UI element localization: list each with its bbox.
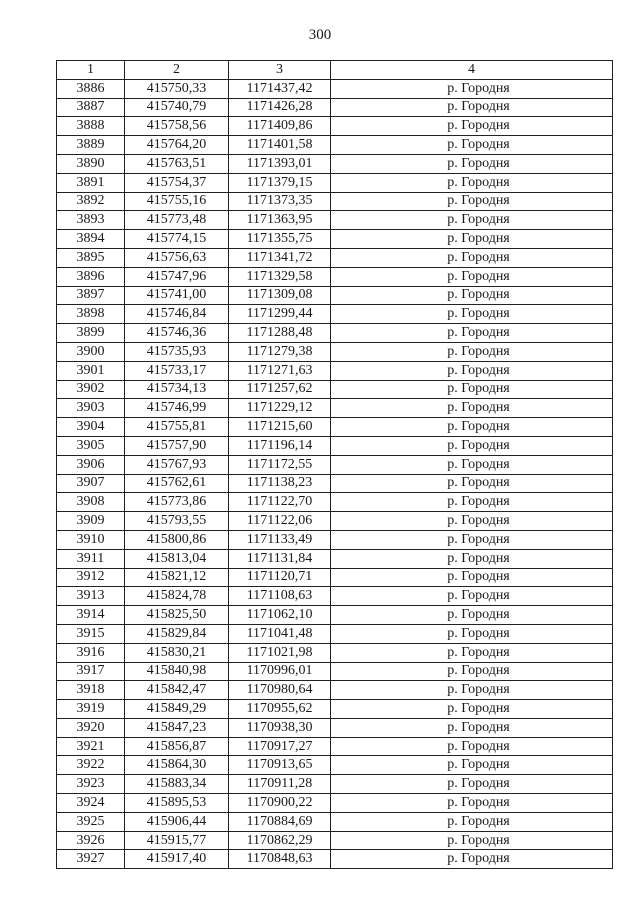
x-coordinate-cell: 415864,30 [125, 756, 229, 775]
table-row [57, 700, 613, 719]
x-coordinate-cell: 415734,13 [125, 380, 229, 399]
x-coordinate-cell: 415750,33 [125, 79, 229, 98]
y-coordinate-cell: 1171299,44 [229, 305, 331, 324]
x-coordinate-cell: 415754,37 [125, 173, 229, 192]
x-coordinate-cell: 415757,90 [125, 436, 229, 455]
table-row [57, 324, 613, 343]
y-coordinate-cell: 1171355,75 [229, 230, 331, 249]
y-coordinate-cell: 1171021,98 [229, 643, 331, 662]
location-cell: р. Городня [331, 324, 613, 343]
table-row [57, 775, 613, 794]
location-cell: р. Городня [331, 549, 613, 568]
x-coordinate-cell: 415733,17 [125, 361, 229, 380]
point-number-cell: 3915 [57, 624, 125, 643]
location-cell: р. Городня [331, 643, 613, 662]
x-coordinate-cell: 415842,47 [125, 681, 229, 700]
table-row [57, 267, 613, 286]
point-number-cell: 3907 [57, 474, 125, 493]
point-number-cell: 3919 [57, 700, 125, 719]
point-number-cell: 3920 [57, 718, 125, 737]
x-coordinate-cell: 415773,48 [125, 211, 229, 230]
y-coordinate-cell: 1170862,29 [229, 831, 331, 850]
point-number-cell: 3894 [57, 230, 125, 249]
y-coordinate-cell: 1171229,12 [229, 399, 331, 418]
point-number-cell: 3892 [57, 192, 125, 211]
table-row [57, 399, 613, 418]
table-row [57, 737, 613, 756]
y-coordinate-cell: 1171257,62 [229, 380, 331, 399]
point-number-cell: 3926 [57, 831, 125, 850]
x-coordinate-cell: 415755,81 [125, 418, 229, 437]
point-number-cell: 3887 [57, 98, 125, 117]
y-coordinate-cell: 1171437,42 [229, 79, 331, 98]
table-row [57, 662, 613, 681]
x-coordinate-cell: 415747,96 [125, 267, 229, 286]
location-cell: р. Городня [331, 230, 613, 249]
y-coordinate-cell: 1170884,69 [229, 812, 331, 831]
x-coordinate-cell: 415906,44 [125, 812, 229, 831]
table-row [57, 850, 613, 869]
y-coordinate-cell: 1170911,28 [229, 775, 331, 794]
x-coordinate-cell: 415773,86 [125, 493, 229, 512]
table-body [57, 79, 613, 868]
point-number-cell: 3895 [57, 248, 125, 267]
location-cell: р. Городня [331, 267, 613, 286]
x-coordinate-cell: 415883,34 [125, 775, 229, 794]
table-row [57, 812, 613, 831]
column-header-3: 3 [229, 61, 331, 80]
table-row [57, 794, 613, 813]
y-coordinate-cell: 1171062,10 [229, 606, 331, 625]
y-coordinate-cell: 1171271,63 [229, 361, 331, 380]
x-coordinate-cell: 415793,55 [125, 512, 229, 531]
table-row [57, 154, 613, 173]
point-number-cell: 3886 [57, 79, 125, 98]
table-row [57, 418, 613, 437]
y-coordinate-cell: 1171309,08 [229, 286, 331, 305]
table-row [57, 718, 613, 737]
table-header [57, 61, 613, 80]
x-coordinate-cell: 415825,50 [125, 606, 229, 625]
location-cell: р. Городня [331, 756, 613, 775]
y-coordinate-cell: 1171138,23 [229, 474, 331, 493]
location-cell: р. Городня [331, 117, 613, 136]
x-coordinate-cell: 415917,40 [125, 850, 229, 869]
point-number-cell: 3924 [57, 794, 125, 813]
table-row [57, 643, 613, 662]
location-cell: р. Городня [331, 286, 613, 305]
x-coordinate-cell: 415895,53 [125, 794, 229, 813]
point-number-cell: 3899 [57, 324, 125, 343]
location-cell: р. Городня [331, 493, 613, 512]
x-coordinate-cell: 415758,56 [125, 117, 229, 136]
location-cell: р. Городня [331, 718, 613, 737]
point-number-cell: 3906 [57, 455, 125, 474]
table-row [57, 455, 613, 474]
location-cell: р. Городня [331, 173, 613, 192]
y-coordinate-cell: 1170913,65 [229, 756, 331, 775]
x-coordinate-cell: 415756,63 [125, 248, 229, 267]
location-cell: р. Городня [331, 418, 613, 437]
location-cell: р. Городня [331, 587, 613, 606]
y-coordinate-cell: 1171133,49 [229, 530, 331, 549]
y-coordinate-cell: 1171041,48 [229, 624, 331, 643]
x-coordinate-cell: 415915,77 [125, 831, 229, 850]
point-number-cell: 3912 [57, 568, 125, 587]
x-coordinate-cell: 415830,21 [125, 643, 229, 662]
location-cell: р. Городня [331, 568, 613, 587]
table-row [57, 192, 613, 211]
x-coordinate-cell: 415847,23 [125, 718, 229, 737]
x-coordinate-cell: 415762,61 [125, 474, 229, 493]
point-number-cell: 3896 [57, 267, 125, 286]
table-row [57, 248, 613, 267]
location-cell: р. Городня [331, 79, 613, 98]
y-coordinate-cell: 1171401,58 [229, 136, 331, 155]
y-coordinate-cell: 1171122,06 [229, 512, 331, 531]
table-row [57, 436, 613, 455]
y-coordinate-cell: 1170996,01 [229, 662, 331, 681]
point-number-cell: 3902 [57, 380, 125, 399]
point-number-cell: 3927 [57, 850, 125, 869]
x-coordinate-cell: 415824,78 [125, 587, 229, 606]
table-row [57, 587, 613, 606]
location-cell: р. Городня [331, 455, 613, 474]
point-number-cell: 3903 [57, 399, 125, 418]
x-coordinate-cell: 415840,98 [125, 662, 229, 681]
location-cell: р. Городня [331, 606, 613, 625]
x-coordinate-cell: 415856,87 [125, 737, 229, 756]
location-cell: р. Городня [331, 154, 613, 173]
point-number-cell: 3922 [57, 756, 125, 775]
location-cell: р. Городня [331, 248, 613, 267]
table-row [57, 493, 613, 512]
y-coordinate-cell: 1170917,27 [229, 737, 331, 756]
location-cell: р. Городня [331, 681, 613, 700]
table-row [57, 98, 613, 117]
table-row [57, 79, 613, 98]
table-row [57, 474, 613, 493]
x-coordinate-cell: 415735,93 [125, 342, 229, 361]
table-row [57, 136, 613, 155]
y-coordinate-cell: 1171329,58 [229, 267, 331, 286]
table-row [57, 681, 613, 700]
location-cell: р. Городня [331, 512, 613, 531]
x-coordinate-cell: 415746,84 [125, 305, 229, 324]
point-number-cell: 3893 [57, 211, 125, 230]
location-cell: р. Городня [331, 775, 613, 794]
column-header-4: 4 [331, 61, 613, 80]
point-number-cell: 3913 [57, 587, 125, 606]
table-row [57, 342, 613, 361]
location-cell: р. Городня [331, 700, 613, 719]
table-row [57, 286, 613, 305]
x-coordinate-cell: 415755,16 [125, 192, 229, 211]
y-coordinate-cell: 1170938,30 [229, 718, 331, 737]
location-cell: р. Городня [331, 831, 613, 850]
point-number-cell: 3901 [57, 361, 125, 380]
point-number-cell: 3890 [57, 154, 125, 173]
point-number-cell: 3921 [57, 737, 125, 756]
table-row [57, 831, 613, 850]
x-coordinate-cell: 415763,51 [125, 154, 229, 173]
table-row [57, 512, 613, 531]
y-coordinate-cell: 1171172,55 [229, 455, 331, 474]
y-coordinate-cell: 1171393,01 [229, 154, 331, 173]
y-coordinate-cell: 1171379,15 [229, 173, 331, 192]
location-cell: р. Городня [331, 136, 613, 155]
x-coordinate-cell: 415746,99 [125, 399, 229, 418]
x-coordinate-cell: 415741,00 [125, 286, 229, 305]
y-coordinate-cell: 1171409,86 [229, 117, 331, 136]
x-coordinate-cell: 415800,86 [125, 530, 229, 549]
point-number-cell: 3925 [57, 812, 125, 831]
table-row [57, 606, 613, 625]
table-row [57, 117, 613, 136]
y-coordinate-cell: 1171288,48 [229, 324, 331, 343]
point-number-cell: 3923 [57, 775, 125, 794]
x-coordinate-cell: 415740,79 [125, 98, 229, 117]
location-cell: р. Городня [331, 624, 613, 643]
y-coordinate-cell: 1171279,38 [229, 342, 331, 361]
x-coordinate-cell: 415813,04 [125, 549, 229, 568]
table-row [57, 568, 613, 587]
y-coordinate-cell: 1171215,60 [229, 418, 331, 437]
point-number-cell: 3889 [57, 136, 125, 155]
point-number-cell: 3898 [57, 305, 125, 324]
page-number: 300 [308, 27, 332, 43]
location-cell: р. Городня [331, 399, 613, 418]
coordinates-table [56, 60, 613, 869]
table-row [57, 380, 613, 399]
point-number-cell: 3905 [57, 436, 125, 455]
table-row [57, 361, 613, 380]
y-coordinate-cell: 1170900,22 [229, 794, 331, 813]
location-cell: р. Городня [331, 211, 613, 230]
point-number-cell: 3908 [57, 493, 125, 512]
y-coordinate-cell: 1171108,63 [229, 587, 331, 606]
point-number-cell: 3891 [57, 173, 125, 192]
y-coordinate-cell: 1171131,84 [229, 549, 331, 568]
location-cell: р. Городня [331, 98, 613, 117]
y-coordinate-cell: 1170955,62 [229, 700, 331, 719]
y-coordinate-cell: 1171122,70 [229, 493, 331, 512]
location-cell: р. Городня [331, 474, 613, 493]
location-cell: р. Городня [331, 662, 613, 681]
table-row [57, 624, 613, 643]
location-cell: р. Городня [331, 812, 613, 831]
column-header-1: 1 [57, 61, 125, 80]
point-number-cell: 3910 [57, 530, 125, 549]
point-number-cell: 3897 [57, 286, 125, 305]
point-number-cell: 3900 [57, 342, 125, 361]
location-cell: р. Городня [331, 794, 613, 813]
point-number-cell: 3888 [57, 117, 125, 136]
point-number-cell: 3909 [57, 512, 125, 531]
point-number-cell: 3918 [57, 681, 125, 700]
point-number-cell: 3917 [57, 662, 125, 681]
location-cell: р. Городня [331, 361, 613, 380]
y-coordinate-cell: 1171373,35 [229, 192, 331, 211]
table-row [57, 305, 613, 324]
y-coordinate-cell: 1171426,28 [229, 98, 331, 117]
location-cell: р. Городня [331, 530, 613, 549]
table-row [57, 549, 613, 568]
location-cell: р. Городня [331, 305, 613, 324]
x-coordinate-cell: 415829,84 [125, 624, 229, 643]
location-cell: р. Городня [331, 192, 613, 211]
location-cell: р. Городня [331, 850, 613, 869]
x-coordinate-cell: 415774,15 [125, 230, 229, 249]
table-row [57, 230, 613, 249]
y-coordinate-cell: 1171363,95 [229, 211, 331, 230]
point-number-cell: 3916 [57, 643, 125, 662]
y-coordinate-cell: 1171341,72 [229, 248, 331, 267]
location-cell: р. Городня [331, 380, 613, 399]
table-row [57, 211, 613, 230]
location-cell: р. Городня [331, 342, 613, 361]
location-cell: р. Городня [331, 436, 613, 455]
y-coordinate-cell: 1171120,71 [229, 568, 331, 587]
point-number-cell: 3904 [57, 418, 125, 437]
point-number-cell: 3911 [57, 549, 125, 568]
x-coordinate-cell: 415849,29 [125, 700, 229, 719]
column-header-2: 2 [125, 61, 229, 80]
header-row [57, 61, 613, 80]
y-coordinate-cell: 1171196,14 [229, 436, 331, 455]
location-cell: р. Городня [331, 737, 613, 756]
table-row [57, 173, 613, 192]
table-row [57, 756, 613, 775]
y-coordinate-cell: 1170980,64 [229, 681, 331, 700]
y-coordinate-cell: 1170848,63 [229, 850, 331, 869]
x-coordinate-cell: 415767,93 [125, 455, 229, 474]
table-row [57, 530, 613, 549]
x-coordinate-cell: 415764,20 [125, 136, 229, 155]
x-coordinate-cell: 415746,36 [125, 324, 229, 343]
x-coordinate-cell: 415821,12 [125, 568, 229, 587]
point-number-cell: 3914 [57, 606, 125, 625]
